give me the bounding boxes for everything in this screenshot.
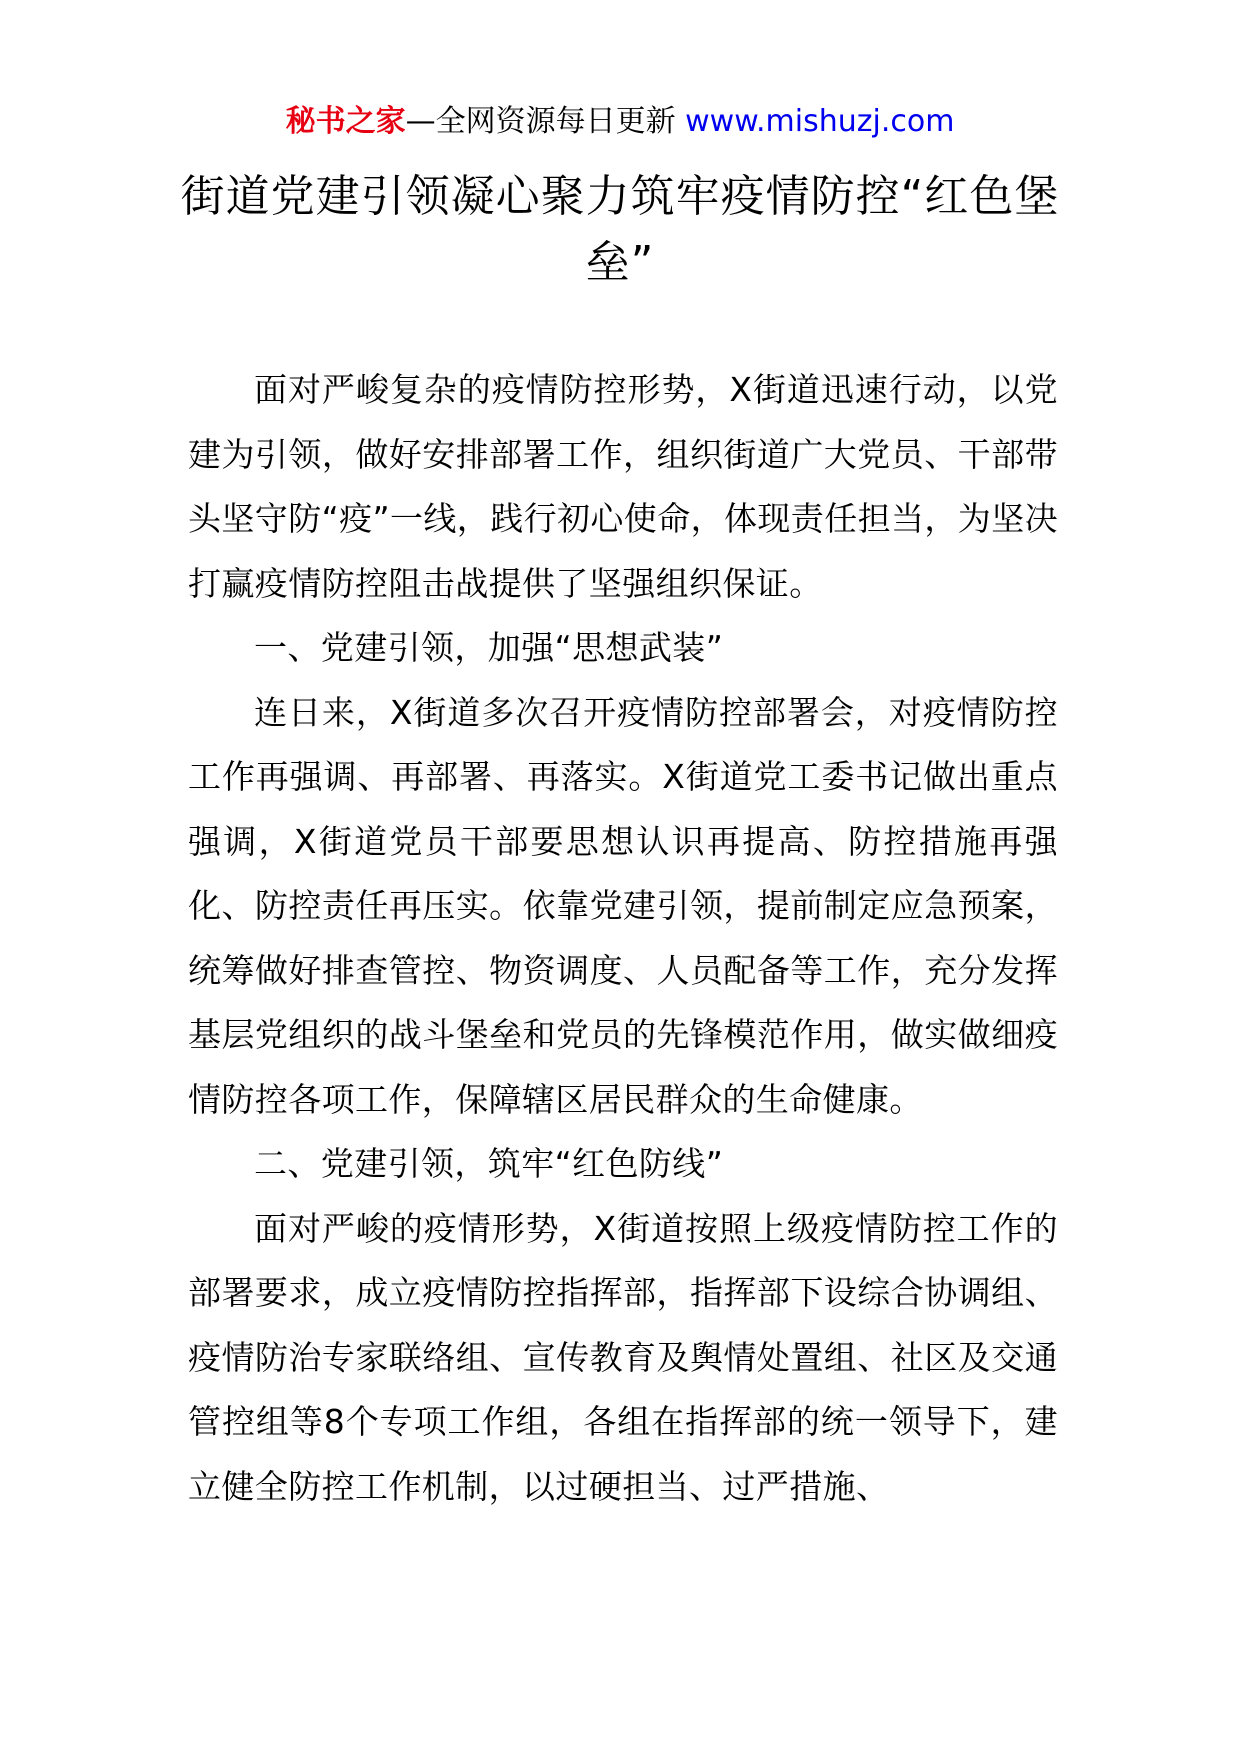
- site-url: www.mishuzj.com: [685, 104, 955, 139]
- banner-tagline: —全网资源每日更新: [405, 104, 686, 139]
- brand-name: 秘书之家: [285, 104, 406, 139]
- document-body: [188, 358, 1058, 1519]
- section-paragraph-2: 面对严峻的疫情形势，X街道按照上级疫情防控工作的部署要求，成立疫情防控指挥部，指挥部下设综合协调组、疫情防治专家联络组、宣传教育及舆情处置组、社区及交通管控组等8个专项工作组，各组在指挥部的统一领导下，建立健全防控工作机制，以过硬担当、过严措施、: [188, 1208, 1058, 1506]
- section-paragraph-1: 连日来，X街道多次召开疫情防控部署会，对疫情防控工作再强调、再部署、再落实。X街道党工委书记做出重点强调，X街道党员干部要思想认识再提高、防控措施再强化、防控责任再压实。依靠党建引领，提前制定应急预案，统筹做好排查管控、物资调度、人员配备等工作，充分发挥基层党组织的战斗堡垒和党员的先锋模范作用，做实做细疫情防控各项工作，保障辖区居民群众的生命健康。: [188, 692, 1058, 1119]
- intro-paragraph: 面对严峻复杂的疫情防控形势，X街道迅速行动，以党建为引领，做好安排部署工作，组织街道广大党员、干部带头坚守防“疫”一线，践行初心使命，体现责任担当，为坚决打赢疫情防控阻击战提供了坚强组织保证。: [188, 370, 1058, 603]
- document-title: 街道党建引领凝心聚力筑牢疫情防控“红色堡垒”: [180, 171, 1060, 288]
- section-heading-1: 一、党建引领，加强“思想武装”: [254, 628, 724, 667]
- site-banner: [0, 100, 1240, 144]
- section-heading-2: 二、党建引领，筑牢“红色防线”: [254, 1144, 724, 1183]
